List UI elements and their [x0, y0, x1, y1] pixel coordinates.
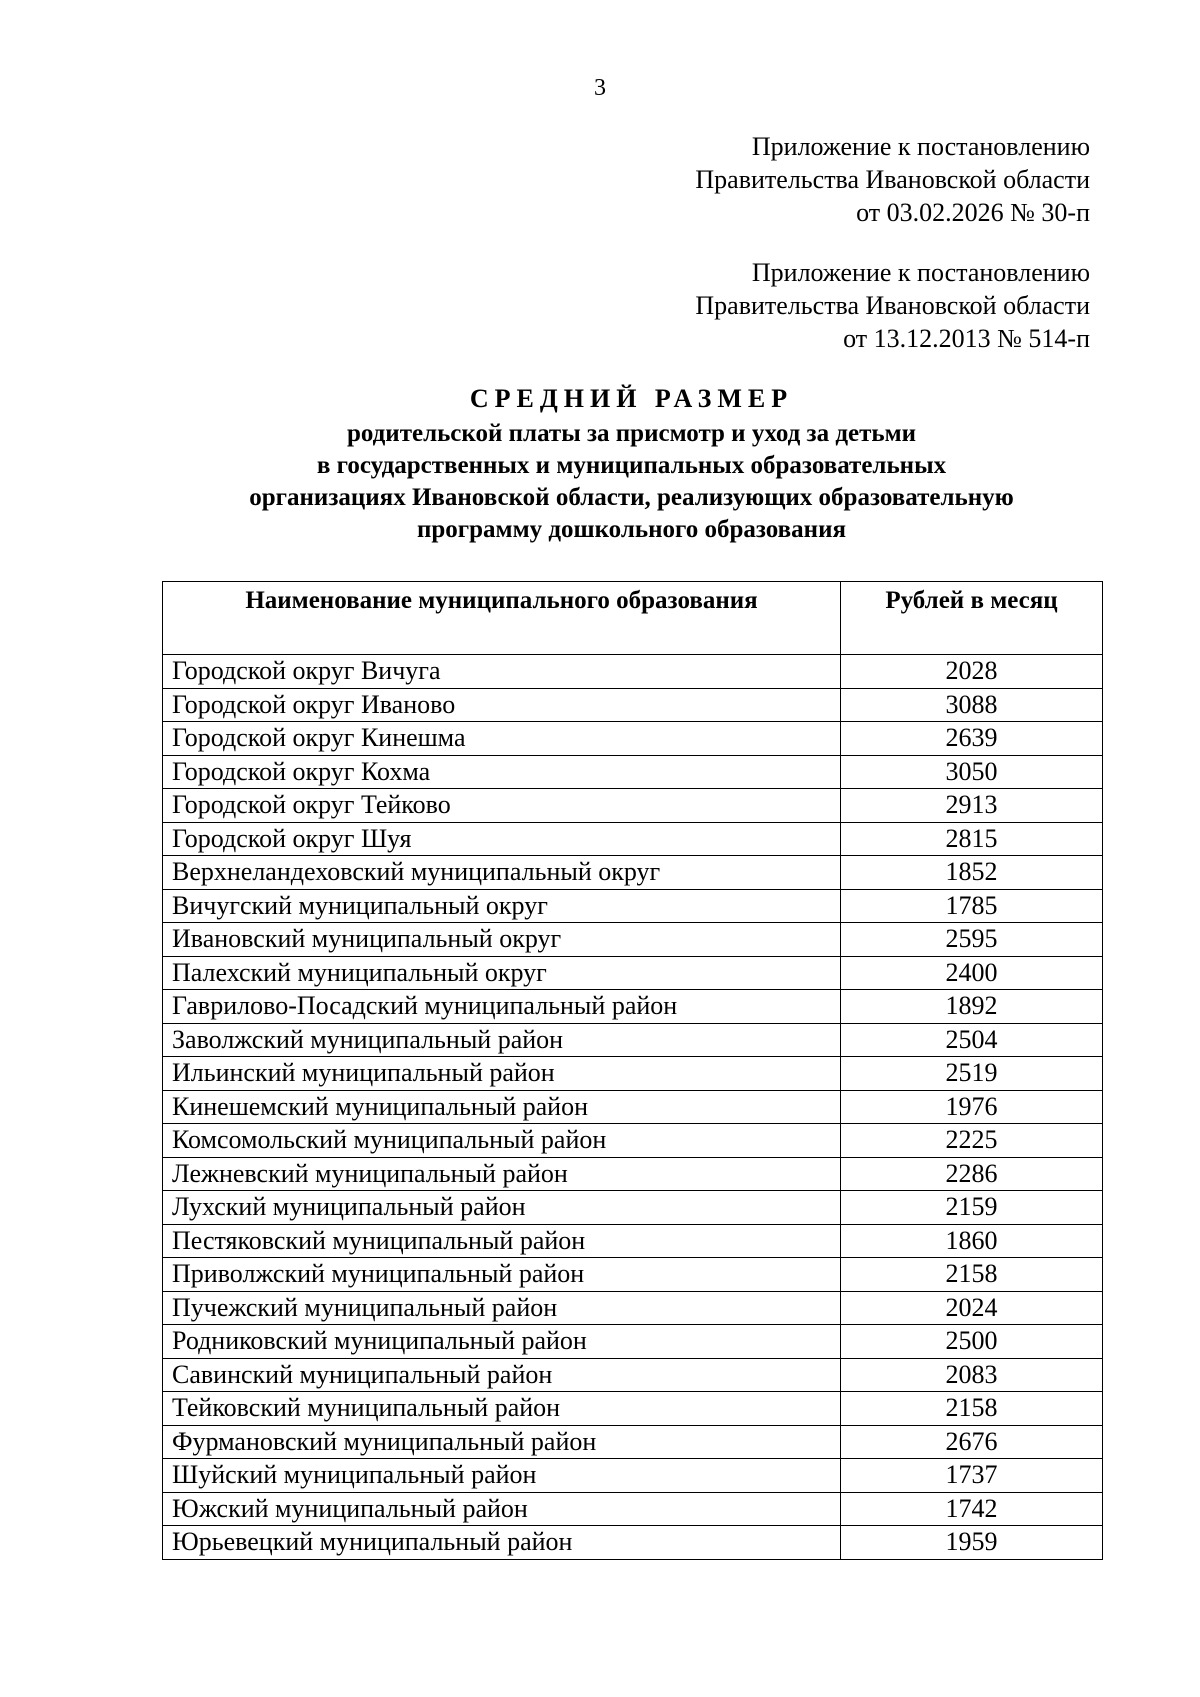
table-row [163, 1291, 1103, 1325]
table-row [163, 923, 1103, 957]
municipality-name-cell: Кинешемский муниципальный район [163, 1090, 841, 1124]
table-row [163, 889, 1103, 923]
table-row [163, 1492, 1103, 1526]
fee-value-cell: 2595 [841, 923, 1103, 957]
appendix-reference-current [600, 130, 1090, 229]
table-row [163, 956, 1103, 990]
table-row [163, 1258, 1103, 1292]
fee-value-cell: 2286 [841, 1157, 1103, 1191]
municipality-name-cell: Городской округ Вичуга [163, 655, 841, 689]
table-body [163, 655, 1103, 1560]
municipality-name-cell: Палехский муниципальный округ [163, 956, 841, 990]
table-row [163, 1191, 1103, 1225]
municipality-name-cell: Пучежский муниципальный район [163, 1291, 841, 1325]
fee-value-cell: 3088 [841, 688, 1103, 722]
fee-value-cell: 1852 [841, 856, 1103, 890]
municipality-name-cell: Вичугский муниципальный округ [163, 889, 841, 923]
appendix-reference-original [600, 256, 1090, 355]
municipality-name-cell: Городской округ Кохма [163, 755, 841, 789]
municipality-name-cell: Гаврилово-Посадский муниципальный район [163, 990, 841, 1024]
fee-value-cell: 2519 [841, 1057, 1103, 1091]
fee-value-cell: 1737 [841, 1459, 1103, 1493]
municipality-name-cell: Тейковский муниципальный район [163, 1392, 841, 1426]
fee-value-cell: 2913 [841, 789, 1103, 823]
fee-value-cell: 2083 [841, 1358, 1103, 1392]
fee-value-cell: 1959 [841, 1526, 1103, 1560]
table-row [163, 1459, 1103, 1493]
fee-value-cell: 2676 [841, 1425, 1103, 1459]
table-row [163, 1023, 1103, 1057]
fee-value-cell: 2639 [841, 722, 1103, 756]
municipality-name-cell: Заволжский муниципальный район [163, 1023, 841, 1057]
table-row [163, 1090, 1103, 1124]
fee-value-cell: 1892 [841, 990, 1103, 1024]
municipality-name-cell: Верхнеландеховский муниципальный округ [163, 856, 841, 890]
document-title: СРЕДНИЙ РАЗМЕР [469, 384, 794, 413]
table-header-row [163, 582, 1103, 655]
table-row [163, 1325, 1103, 1359]
table-row [163, 1124, 1103, 1158]
table-row [163, 688, 1103, 722]
municipality-name-cell: Пестяковский муниципальный район [163, 1224, 841, 1258]
municipality-name-cell: Лухский муниципальный район [163, 1191, 841, 1225]
fees-table [162, 581, 1103, 1560]
fee-value-cell: 2815 [841, 822, 1103, 856]
fee-value-cell: 2158 [841, 1392, 1103, 1426]
fee-value-cell: 3050 [841, 755, 1103, 789]
municipality-name-cell: Ильинский муниципальный район [163, 1057, 841, 1091]
table-row [163, 1157, 1103, 1191]
table-row [163, 1057, 1103, 1091]
municipality-name-cell: Городской округ Иваново [163, 688, 841, 722]
municipality-name-cell: Савинский муниципальный район [163, 1358, 841, 1392]
fee-value-cell: 2159 [841, 1191, 1103, 1225]
fee-value-cell: 1976 [841, 1090, 1103, 1124]
column-header-municipality: Наименование муниципального образования [163, 582, 841, 655]
fee-value-cell: 1742 [841, 1492, 1103, 1526]
fee-value-cell: 1785 [841, 889, 1103, 923]
table-row [163, 789, 1103, 823]
municipality-name-cell: Городской округ Шуя [163, 822, 841, 856]
table-row [163, 856, 1103, 890]
municipality-name-cell: Фурмановский муниципальный район [163, 1425, 841, 1459]
municipality-name-cell: Южский муниципальный район [163, 1492, 841, 1526]
table-row [163, 990, 1103, 1024]
municipality-name-cell: Юрьевецкий муниципальный район [163, 1526, 841, 1560]
subtitle-line: в государственных и муниципальных образовательных [316, 452, 947, 479]
municipality-name-cell: Ивановский муниципальный округ [163, 923, 841, 957]
appendix-line: Правительства Ивановской области [695, 165, 1090, 194]
document-subtitle [0, 418, 1200, 546]
fee-value-cell: 2158 [841, 1258, 1103, 1292]
table-row [163, 1526, 1103, 1560]
appendix-line: Правительства Ивановской области [695, 291, 1090, 320]
municipality-name-cell: Городской округ Кинешма [163, 722, 841, 756]
fee-value-cell: 2028 [841, 655, 1103, 689]
appendix-line: от 03.02.2026 № 30-п [856, 198, 1090, 227]
table-row [163, 655, 1103, 689]
subtitle-line: организациях Ивановской области, реализующих образовательную [249, 484, 1014, 511]
municipality-name-cell: Комсомольский муниципальный район [163, 1124, 841, 1158]
fee-value-cell: 2504 [841, 1023, 1103, 1057]
subtitle-line: программу дошкольного образования [416, 516, 847, 543]
municipality-name-cell: Приволжский муниципальный район [163, 1258, 841, 1292]
fee-value-cell: 2400 [841, 956, 1103, 990]
table-row [163, 755, 1103, 789]
table-row [163, 1425, 1103, 1459]
fee-value-cell: 2024 [841, 1291, 1103, 1325]
fee-value-cell: 2500 [841, 1325, 1103, 1359]
municipality-name-cell: Лежневский муниципальный район [163, 1157, 841, 1191]
municipality-name-cell: Шуйский муниципальный район [163, 1459, 841, 1493]
table-row [163, 1358, 1103, 1392]
subtitle-line: родительской платы за присмотр и уход за детьми [346, 420, 917, 447]
table-row [163, 722, 1103, 756]
fee-value-cell: 1860 [841, 1224, 1103, 1258]
table-row [163, 1224, 1103, 1258]
table-row [163, 1392, 1103, 1426]
table-row [163, 822, 1103, 856]
page-number: 3 [594, 75, 606, 101]
appendix-line: Приложение к постановлению [751, 132, 1090, 161]
municipality-name-cell: Родниковский муниципальный район [163, 1325, 841, 1359]
appendix-line: от 13.12.2013 № 514-п [843, 324, 1090, 353]
appendix-line: Приложение к постановлению [751, 258, 1090, 287]
municipality-name-cell: Городской округ Тейково [163, 789, 841, 823]
fee-value-cell: 2225 [841, 1124, 1103, 1158]
column-header-fee: Рублей в месяц [841, 582, 1103, 655]
